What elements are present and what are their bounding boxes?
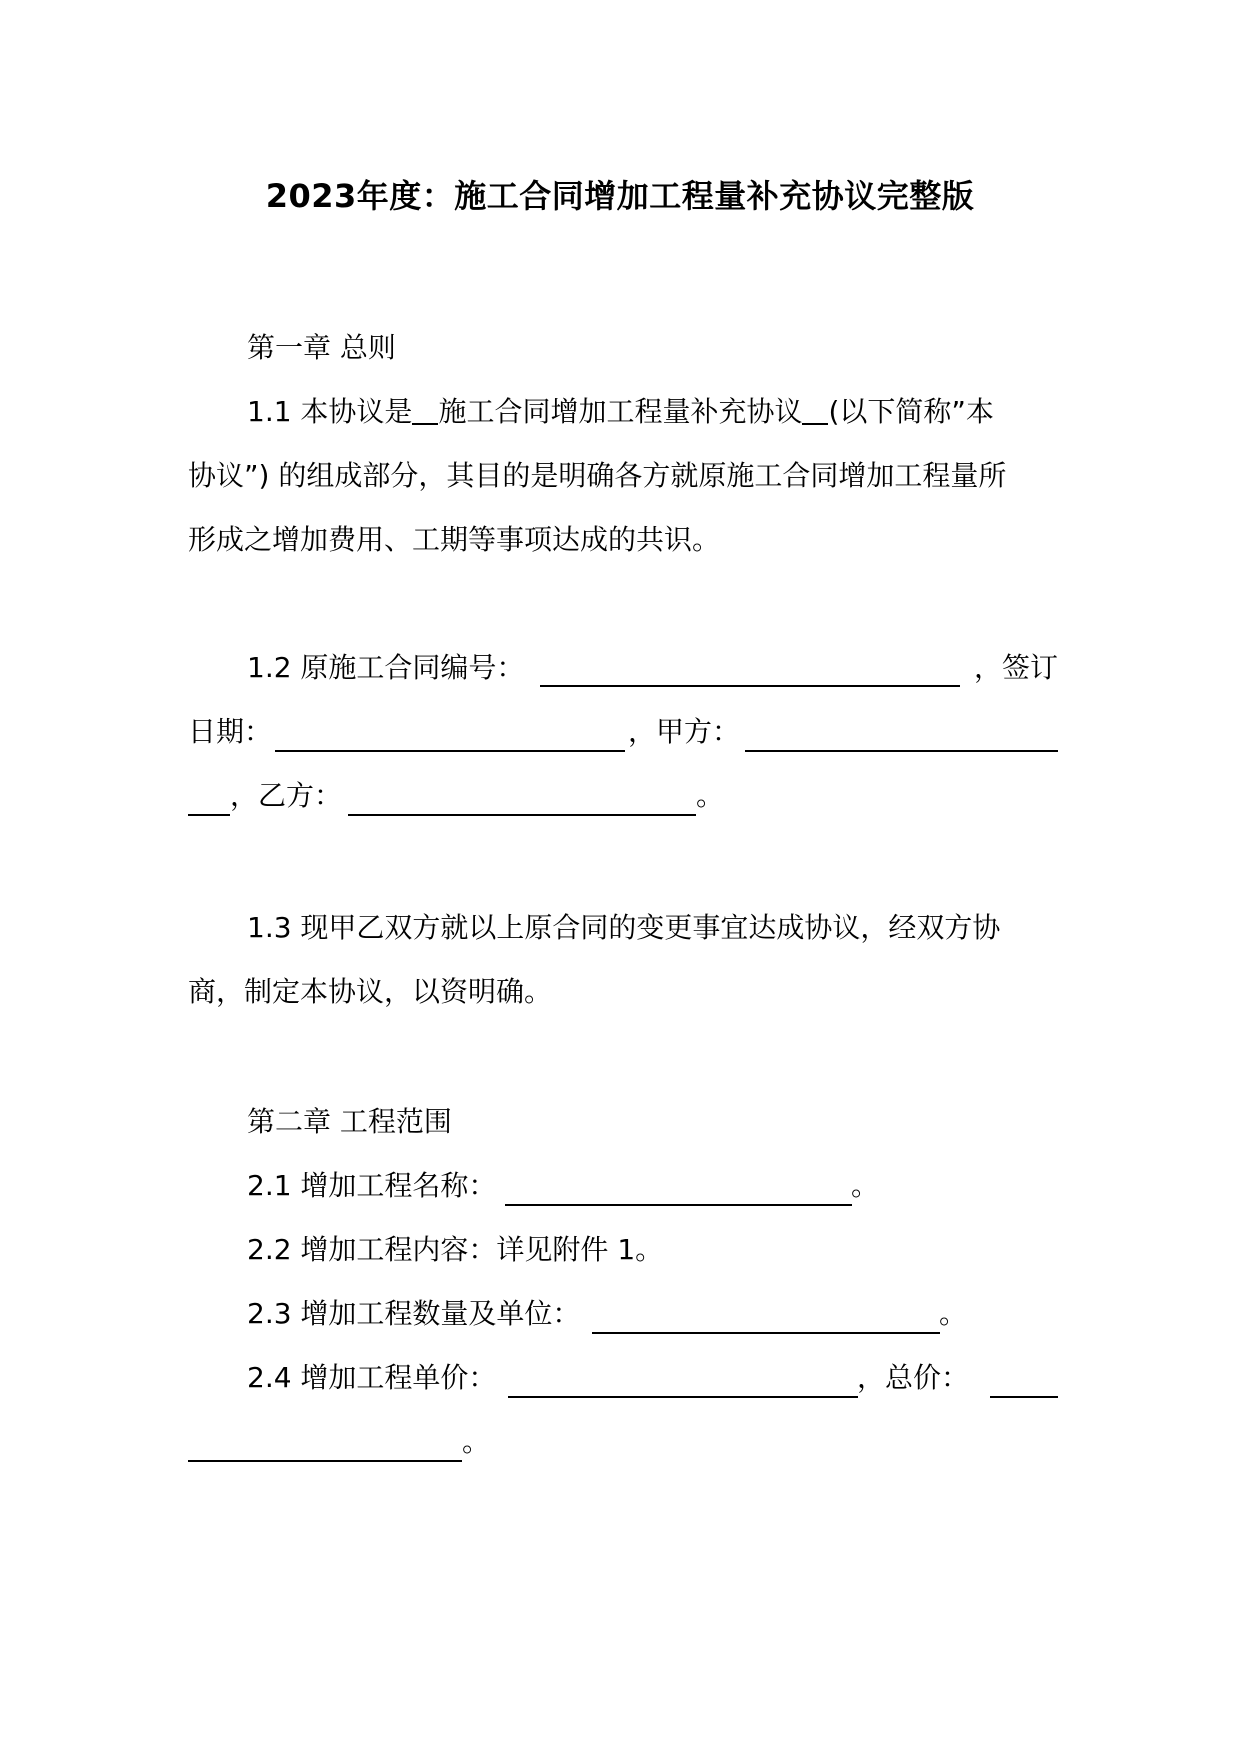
contract-number-blank	[540, 685, 960, 687]
item-2-1-label: 2.1 增加工程名称：	[247, 1169, 497, 1202]
clause-1-1-line-1	[247, 392, 1058, 432]
clause-1-2-end: 。	[696, 779, 725, 812]
item-2-2: 2.2 增加工程内容：详见附件 1。	[247, 1233, 664, 1266]
item-2-3-end: 。	[939, 1297, 968, 1330]
item-2-4-line-2	[188, 1422, 1058, 1462]
contract-number-label: 1.2 原施工合同编号：	[247, 651, 525, 684]
item-2-4-line-1	[247, 1358, 1058, 1398]
clause-1-2-line-3	[188, 776, 1058, 816]
clause-1-3-line-2: 商，制定本协议，以资明确。	[188, 975, 553, 1008]
party-a-blank-continued	[188, 814, 230, 816]
item-2-1	[247, 1166, 1058, 1206]
clause-1-1-text-c: (以下简称”本	[828, 395, 994, 428]
sign-date-blank	[275, 750, 625, 752]
item-2-4-end: 。	[462, 1425, 491, 1458]
party-a-blank	[745, 750, 1058, 752]
clause-1-2-line-1	[247, 648, 1058, 688]
total-price-blank-continued	[188, 1460, 462, 1462]
unit-price-label: 2.4 增加工程单价：	[247, 1361, 497, 1394]
chapter-2-heading: 第二章 工程范围	[247, 1105, 452, 1138]
blank-underline	[412, 393, 438, 425]
item-2-1-blank	[505, 1204, 852, 1206]
blank-underline	[802, 393, 828, 425]
unit-price-blank	[508, 1396, 858, 1398]
total-price-blank	[990, 1396, 1058, 1398]
total-price-label: ，总价：	[857, 1361, 970, 1394]
contract-sign-label: ，签订	[973, 651, 1058, 684]
party-b-label: ，乙方：	[230, 779, 343, 812]
item-2-3-label: 2.3 增加工程数量及单位：	[247, 1297, 581, 1330]
party-a-label: ，甲方：	[628, 715, 741, 748]
clause-1-1-line-3: 形成之增加费用、工期等事项达成的共识。	[188, 523, 721, 556]
chapter-1-heading: 第一章 总则	[247, 331, 396, 364]
clause-1-1-text-b: 施工合同增加工程量补充协议	[438, 395, 803, 428]
sign-date-label: 日期：	[188, 715, 273, 748]
party-b-blank	[348, 814, 696, 816]
clause-1-2-line-2	[188, 712, 1058, 752]
clause-1-1-text-a: 1.1 本协议是	[247, 395, 413, 428]
item-2-1-end: 。	[851, 1169, 880, 1202]
clause-1-1-line-2: 协议”) 的组成部分，其目的是明确各方就原施工合同增加工程量所	[188, 459, 1007, 492]
clause-1-3-line-1: 1.3 现甲乙双方就以上原合同的变更事宜达成协议，经双方协	[247, 911, 1001, 944]
item-2-3-blank	[592, 1332, 940, 1334]
item-2-3	[247, 1294, 1058, 1334]
document-title: 2023年度：施工合同增加工程量补充协议完整版	[265, 177, 975, 215]
